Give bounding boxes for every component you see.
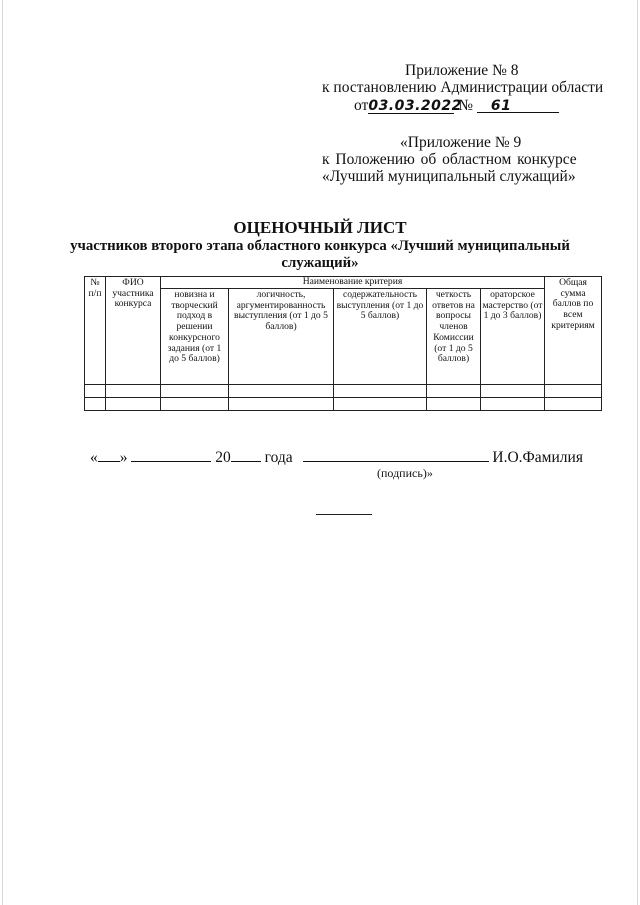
year-blank [231, 446, 261, 462]
number-label: № [458, 97, 473, 114]
criterion-novelty: новизна и творческий подход в решении конкурсного задания (от 1 до 5 баллов) [161, 289, 229, 385]
criterion-answers: четкость ответов на вопросы членов Комиссии (от 1 до 5 баллов) [427, 289, 481, 385]
header-total: Общая сумма баллов по всем критериям [545, 277, 602, 385]
signatory-name: И.О.Фамилия [492, 449, 583, 466]
page-left-edge [2, 0, 3, 905]
contest-name: «Лучший муниципальный служащий» [322, 168, 576, 185]
table-header-row-2 [85, 289, 602, 385]
number-handwritten: 61 [477, 98, 559, 113]
appendix-8-decree: к постановлению Администрации области [322, 79, 604, 96]
decree-date-line [354, 97, 559, 115]
date-handwritten: 03.03.2022 [368, 98, 462, 114]
appendix-9-label: «Приложение № 9 [400, 134, 522, 151]
signature-line [90, 446, 583, 467]
signature-blank [303, 446, 489, 462]
document-title: ОЦЕНОЧНЫЙ ЛИСТ [233, 218, 407, 237]
criterion-oratory: ораторское мастерство (от 1 до 3 баллов) [481, 289, 545, 385]
criterion-logic: логичность, аргументированность выступления (от 1 до 5 баллов) [229, 289, 334, 385]
header-fio: ФИО участника конкурса [106, 277, 161, 385]
quote-close: » [119, 449, 128, 466]
signature-caption: (подпись)» [377, 466, 433, 480]
closing-rule [316, 514, 372, 515]
appendix-8-label: Приложение № 8 [405, 62, 519, 79]
criterion-content: содержательность выступления (от 1 до 5 баллов) [334, 289, 427, 385]
appendix-9-regulation: к Положению об областном конкурсе [322, 151, 577, 168]
from-label: от [354, 97, 369, 114]
table-header-row-1 [85, 277, 602, 289]
page-right-edge [637, 0, 638, 905]
table-row [85, 385, 602, 398]
header-num: № п/п [85, 277, 106, 385]
quote-open: « [90, 449, 98, 466]
document-subtitle-line2: служащий» [281, 255, 359, 271]
evaluation-table [84, 276, 602, 411]
month-blank [131, 446, 211, 462]
table-row [85, 398, 602, 411]
year-prefix: 20 [215, 449, 231, 466]
year-suffix: года [264, 449, 293, 466]
document-subtitle-line1: участников второго этапа областного конкурса «Лучший муниципальный [70, 238, 570, 254]
header-criteria: Наименование критерия [161, 277, 545, 289]
day-blank [98, 446, 120, 462]
